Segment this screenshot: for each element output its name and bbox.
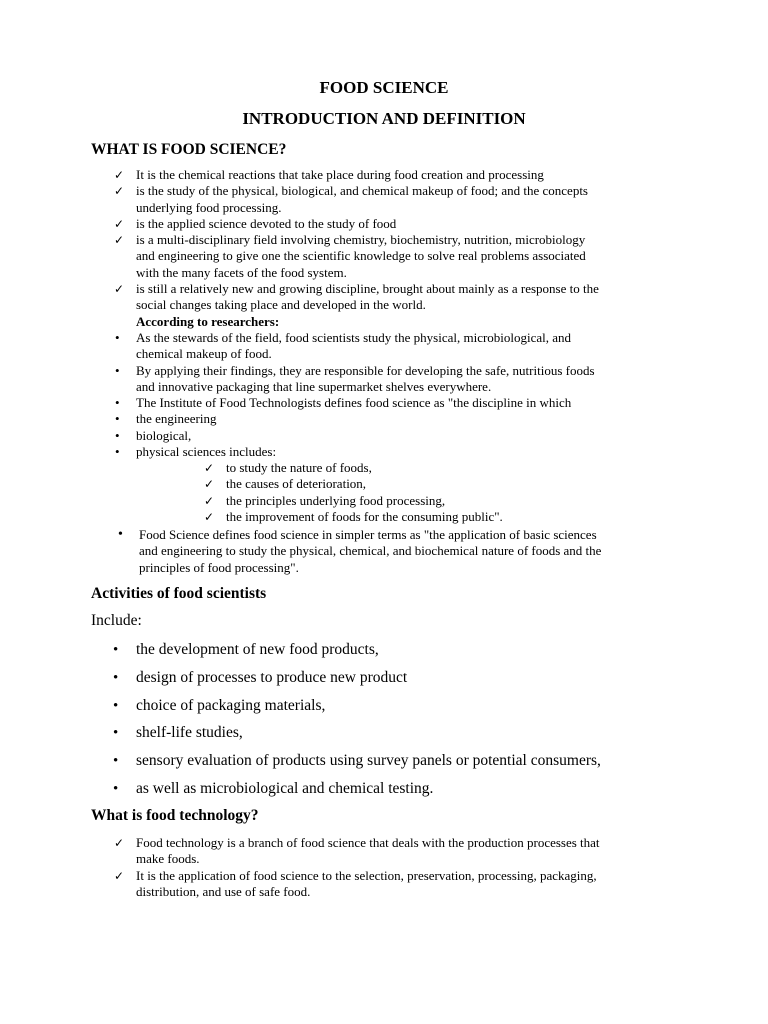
list-item: ✓ is the study of the physical, biological, and chemical makeup of food; and the concepts <box>114 183 588 199</box>
food-science-definition-list <box>114 167 696 460</box>
list-item: • the development of new food products, <box>113 641 379 658</box>
bullet-icon: • <box>113 780 119 797</box>
list-item: • Food Science defines food science in simpler terms as "the application of basic sciences <box>118 527 597 542</box>
list-item: ✓ the causes of deterioration, <box>204 476 367 492</box>
section-heading-what-is-food-science: WHAT IS FOOD SCIENCE? <box>91 141 287 158</box>
document-title: FOOD SCIENCE <box>319 78 449 97</box>
check-icon: ✓ <box>204 477 215 492</box>
list-item-continuation: and innovative packaging that line supermarket shelves everywhere. <box>136 378 492 394</box>
bullet-icon: • <box>115 362 120 378</box>
check-icon: ✓ <box>114 168 125 182</box>
list-item: ✓ to study the nature of foods, <box>204 460 372 475</box>
list-item: • the engineering <box>115 411 217 427</box>
bullet-icon: • <box>113 697 119 714</box>
section-heading-activities: Activities of food scientists <box>91 585 267 602</box>
list-item: • physical sciences includes: <box>115 444 277 460</box>
list-item: • shelf-life studies, <box>113 724 243 742</box>
food-technology-list <box>114 835 696 900</box>
list-item: ✓ the principles underlying food processing, <box>204 492 446 508</box>
check-icon: ✓ <box>114 216 125 231</box>
bullet-icon: • <box>113 642 119 658</box>
list-item: • biological, <box>115 427 192 443</box>
list-item: • As the stewards of the field, food scientists study the physical, microbiological, and <box>115 329 572 345</box>
list-item: • By applying their findings, they are responsible for developing the safe, nutritious foods <box>115 362 595 378</box>
include-label: Include: <box>91 612 142 629</box>
bullet-icon: • <box>118 527 123 542</box>
check-icon: ✓ <box>114 868 125 883</box>
list-item-continuation: distribution, and use of safe food. <box>136 883 311 899</box>
bullet-icon: • <box>115 395 120 411</box>
bullet-icon: • <box>115 329 120 345</box>
food-science-simpler-definition <box>118 527 699 576</box>
list-item: • choice of packaging materials, <box>113 696 326 714</box>
list-item: ✓ the improvement of foods for the consuming public". <box>204 508 503 524</box>
check-icon: ✓ <box>204 509 215 524</box>
bullet-icon: • <box>115 427 120 443</box>
list-item: ✓ Food technology is a branch of food science that deals with the production processes that <box>114 835 600 850</box>
researchers-label: According to researchers: <box>136 313 280 329</box>
activities-list <box>113 640 736 807</box>
list-item: • sensory evaluation of products using survey panels or potential consumers, <box>113 752 601 770</box>
section-heading-food-technology: What is food technology? <box>91 807 259 824</box>
check-icon: ✓ <box>204 493 215 508</box>
list-item-continuation: underlying food processing. <box>136 199 282 215</box>
list-item-continuation: chemical makeup of food. <box>136 346 272 362</box>
list-item-continuation: make foods. <box>136 851 200 867</box>
check-icon: ✓ <box>114 184 125 199</box>
list-item-continuation: principles of food processing". <box>139 559 299 575</box>
list-item: ✓ is a multi-disciplinary field involving chemistry, biochemistry, nutrition, microbiology <box>114 232 586 248</box>
list-item-continuation: with the many facets of the food system. <box>136 264 347 280</box>
list-item-continuation: and engineering to study the physical, chemical, and biochemical nature of foods and the <box>139 543 602 559</box>
list-item: ✓ It is the chemical reactions that take place during food creation and processing <box>114 167 544 182</box>
bullet-icon: • <box>113 669 119 686</box>
list-item: • design of processes to produce new product <box>113 668 408 686</box>
list-item: • as well as microbiological and chemical testing. <box>113 779 434 797</box>
check-icon: ✓ <box>204 461 215 475</box>
check-icon: ✓ <box>114 282 125 297</box>
list-item: ✓ It is the application of food science to the selection, preservation, processing, packaging, <box>114 867 597 883</box>
document-subtitle: INTRODUCTION AND DEFINITION <box>242 109 526 128</box>
bullet-icon: • <box>115 411 120 427</box>
list-item: ✓ is still a relatively new and growing discipline, brought about mainly as a response to the <box>114 281 599 297</box>
list-item: • The Institute of Food Technologists defines food science as "the discipline in which <box>115 395 572 411</box>
check-icon: ✓ <box>114 233 125 248</box>
check-icon: ✓ <box>114 836 125 850</box>
physical-sciences-sublist <box>204 460 706 525</box>
list-item-continuation: and engineering to give one the scientific knowledge to solve real problems associated <box>136 248 586 264</box>
list-item-continuation: social changes taking place and developed in the world. <box>136 297 426 313</box>
bullet-icon: • <box>113 753 119 770</box>
bullet-icon: • <box>113 725 119 742</box>
bullet-icon: • <box>115 444 120 460</box>
list-item: ✓ is the applied science devoted to the study of food <box>114 215 397 231</box>
